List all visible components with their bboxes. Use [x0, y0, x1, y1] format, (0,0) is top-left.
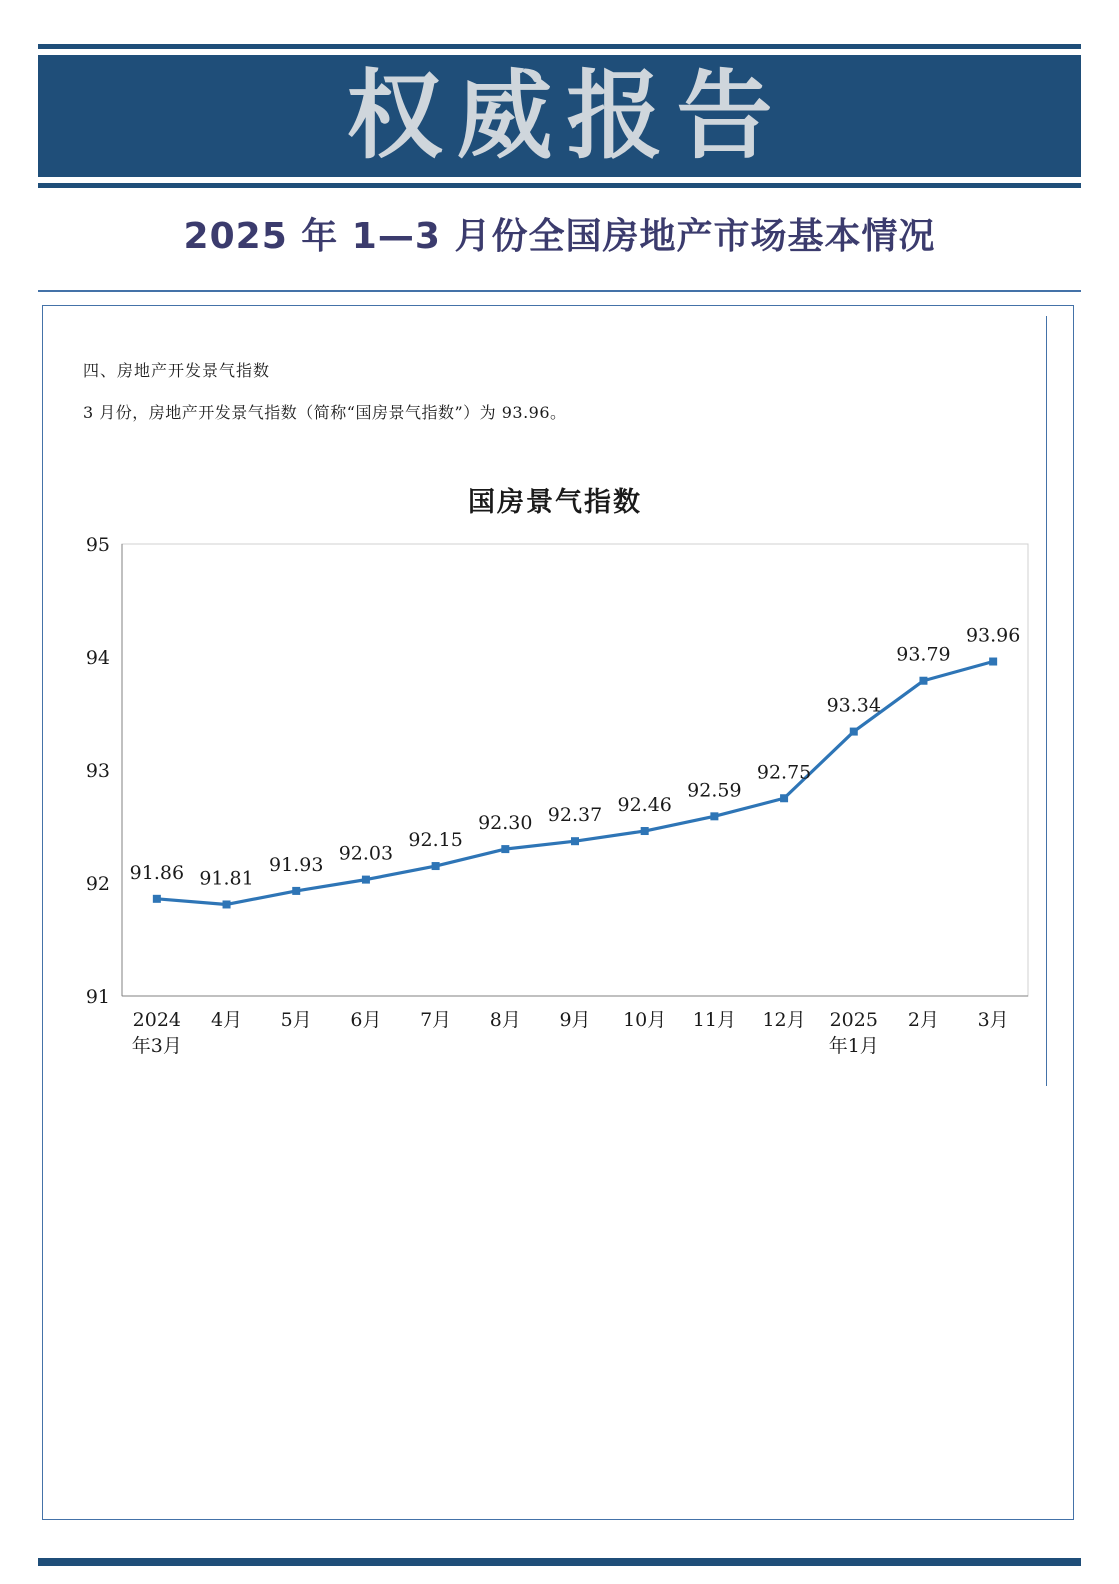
data-point-marker — [850, 728, 858, 736]
data-point-marker — [989, 658, 997, 666]
data-point-label: 91.86 — [129, 861, 185, 884]
x-axis-tick: 4月 — [210, 1009, 243, 1031]
data-point-label: 92.03 — [338, 842, 394, 865]
header-banner — [38, 44, 1081, 190]
x-axis-tick: 10月 — [623, 1009, 667, 1031]
data-point-marker — [153, 895, 161, 903]
x-axis-tick: 11月 — [692, 1009, 736, 1031]
banner-top-rule — [38, 44, 1081, 49]
data-point-marker — [919, 677, 927, 685]
data-point-marker — [571, 837, 579, 845]
index-line-chart — [60, 528, 1050, 1088]
section-heading: 四、房地产开发景气指数 — [83, 361, 271, 380]
data-point-marker — [780, 794, 788, 802]
y-axis-tick: 92 — [85, 873, 110, 895]
data-point-label: 92.30 — [478, 812, 533, 835]
chart-title: 国房景气指数 — [468, 487, 642, 518]
section-paragraph: 3 月份，房地产开发景气指数（简称“国房景气指数”）为 93.96。 — [83, 403, 567, 422]
x-axis-tick: 6月 — [350, 1009, 382, 1031]
y-axis-tick: 95 — [85, 534, 110, 556]
y-axis-tick: 93 — [85, 760, 110, 782]
data-point-marker — [710, 812, 718, 820]
data-point-marker — [362, 876, 370, 884]
data-point-label: 92.59 — [687, 779, 742, 802]
x-axis-tick: 2024 年3月 — [131, 1009, 182, 1057]
banner-title: 权威报告 — [346, 60, 787, 172]
data-point-label: 92.46 — [617, 794, 672, 817]
x-axis-tick: 5月 — [280, 1009, 312, 1031]
data-point-label: 92.15 — [408, 829, 463, 852]
x-axis-tick: 7月 — [420, 1009, 452, 1031]
chart-container — [60, 480, 1050, 1080]
title-divider — [38, 290, 1081, 292]
data-point-label: 93.96 — [965, 624, 1021, 647]
data-point-label: 91.81 — [199, 867, 254, 890]
data-point-marker — [223, 900, 231, 908]
x-axis-tick: 2月 — [907, 1009, 940, 1031]
x-axis-tick: 3月 — [977, 1009, 1009, 1031]
data-point-marker — [501, 845, 509, 853]
y-axis-tick: 94 — [85, 647, 110, 669]
y-axis-tick: 91 — [85, 986, 110, 1008]
x-axis-tick: 2025 年1月 — [828, 1009, 879, 1057]
data-point-label: 92.37 — [547, 804, 603, 827]
x-axis-tick: 8月 — [489, 1009, 521, 1031]
page-title: 2025 年 1—3 月份全国房地产市场基本情况 — [183, 216, 936, 257]
x-axis-tick: 12月 — [762, 1009, 806, 1031]
footer-bar — [38, 1558, 1081, 1566]
x-axis-tick: 9月 — [559, 1009, 591, 1031]
data-point-label: 93.34 — [826, 694, 881, 717]
banner-bottom-rule — [38, 183, 1081, 188]
banner-box — [38, 55, 1081, 177]
data-point-label: 93.79 — [896, 643, 951, 666]
data-point-marker — [432, 862, 440, 870]
data-point-marker — [292, 887, 300, 895]
data-point-marker — [641, 827, 649, 835]
data-point-label: 92.75 — [756, 761, 812, 784]
data-point-label: 91.93 — [269, 853, 324, 876]
